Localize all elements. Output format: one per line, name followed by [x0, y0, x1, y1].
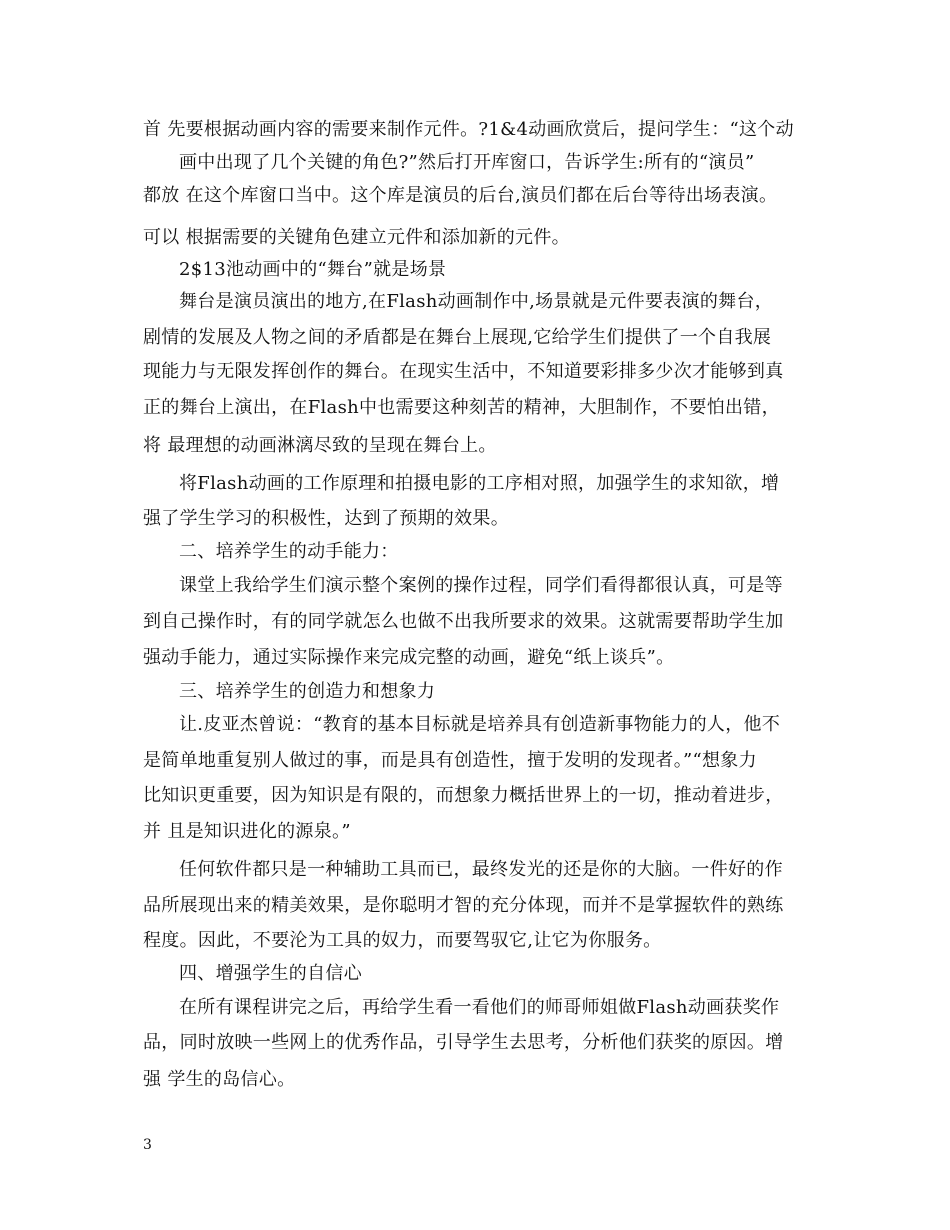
- text-line-16: 强动手能力，通过实际操作来完成完整的动画，避免“纸上谈兵”。: [143, 647, 675, 668]
- text-line-17: 三、培养学生的创造力和想象力: [179, 681, 436, 702]
- text-line-13: 二、培养学生的动手能力：: [179, 541, 399, 562]
- text-line-8: 现能力与无限发挥创作的舞台。在现实生活中，不知道要彩排多少次才能够到真: [143, 361, 784, 382]
- page-number: 3: [143, 1137, 152, 1153]
- text-line-21: 并 且是知识进化的源泉。”: [143, 821, 351, 842]
- text-line-9: 正的舞台上演出，在Flash中也需要这种刻苦的精神，大胆制作，不要怕出错，: [143, 397, 780, 418]
- text-line-24: 程度。因此，不要沦为工具的奴力，而要驾驭它,让它为你服务。: [143, 930, 662, 951]
- text-line-2: 画中出现了几个关键的角色?”然后打开库窗口，告诉学生:所有的“演员”: [179, 152, 755, 173]
- text-line-22: 任何软件都只是一种辅助工具而已，最终发光的还是你的大脑。一件好的作: [179, 859, 783, 880]
- text-line-20: 比知识更重要，因为知识是有限的，而想象力概括世界上的一切，推动着进步，: [143, 785, 784, 806]
- text-line-11: 将Flash动画的工作原理和拍摄电影的工序相对照，加强学生的求知欲，增: [179, 473, 780, 494]
- text-line-18: 让.皮亚杰曾说：“教育的基本目标就是培养具有创造新事物能力的人，他不: [179, 714, 781, 735]
- text-line-26: 在所有课程讲完之后，再给学生看一看他们的师哥师姐做Flash动画获奖作: [179, 997, 780, 1018]
- text-line-10: 将 最理想的动画淋漓尽致的呈现在舞台上。: [143, 435, 497, 456]
- text-line-1: 首 先要根据动画内容的需要来制作元件。?1&4动画欣赏后，提问学生：“这个动: [143, 119, 794, 140]
- text-line-23: 品所展现出来的精美效果，是你聪明才智的充分体现，而并不是掌握软件的熟练: [143, 895, 784, 916]
- text-line-6: 舞台是演员演出的地方,在Flash动画制作中,场景就是元件要表演的舞台，: [179, 291, 774, 312]
- text-line-25: 四、增强学生的自信心: [179, 963, 362, 984]
- text-line-27: 品，同时放映一些网上的优秀作品，引导学生去思考，分析他们获奖的原因。增: [143, 1032, 784, 1053]
- text-line-4: 可以 根据需要的关键角色建立元件和添加新的元件。: [143, 227, 570, 248]
- text-line-19: 是简单地重复别人做过的事，而是具有创造性，擅于发明的发现者。”“想象力: [143, 750, 757, 771]
- text-line-5: 2$13池动画中的“舞台”就是场景: [179, 259, 447, 280]
- text-line-15: 到自己操作时，有的同学就怎么也做不出我所要求的效果。这就需要帮助学生加: [143, 611, 784, 632]
- text-line-7: 剧情的发展及人物之间的矛盾都是在舞台上展现,它给学生们提供了一个自我展: [143, 327, 772, 348]
- text-line-14: 课堂上我给学生们演示整个案例的操作过程，同学们看得都很认真，可是等: [179, 575, 783, 596]
- text-line-3: 都放 在这个库窗口当中。这个库是演员的后台,演员们都在后台等待出场表演。: [143, 185, 778, 206]
- text-line-28: 强 学生的岛信心。: [143, 1069, 296, 1090]
- text-line-12: 强了学生学习的积极性，达到了预期的效果。: [143, 508, 509, 529]
